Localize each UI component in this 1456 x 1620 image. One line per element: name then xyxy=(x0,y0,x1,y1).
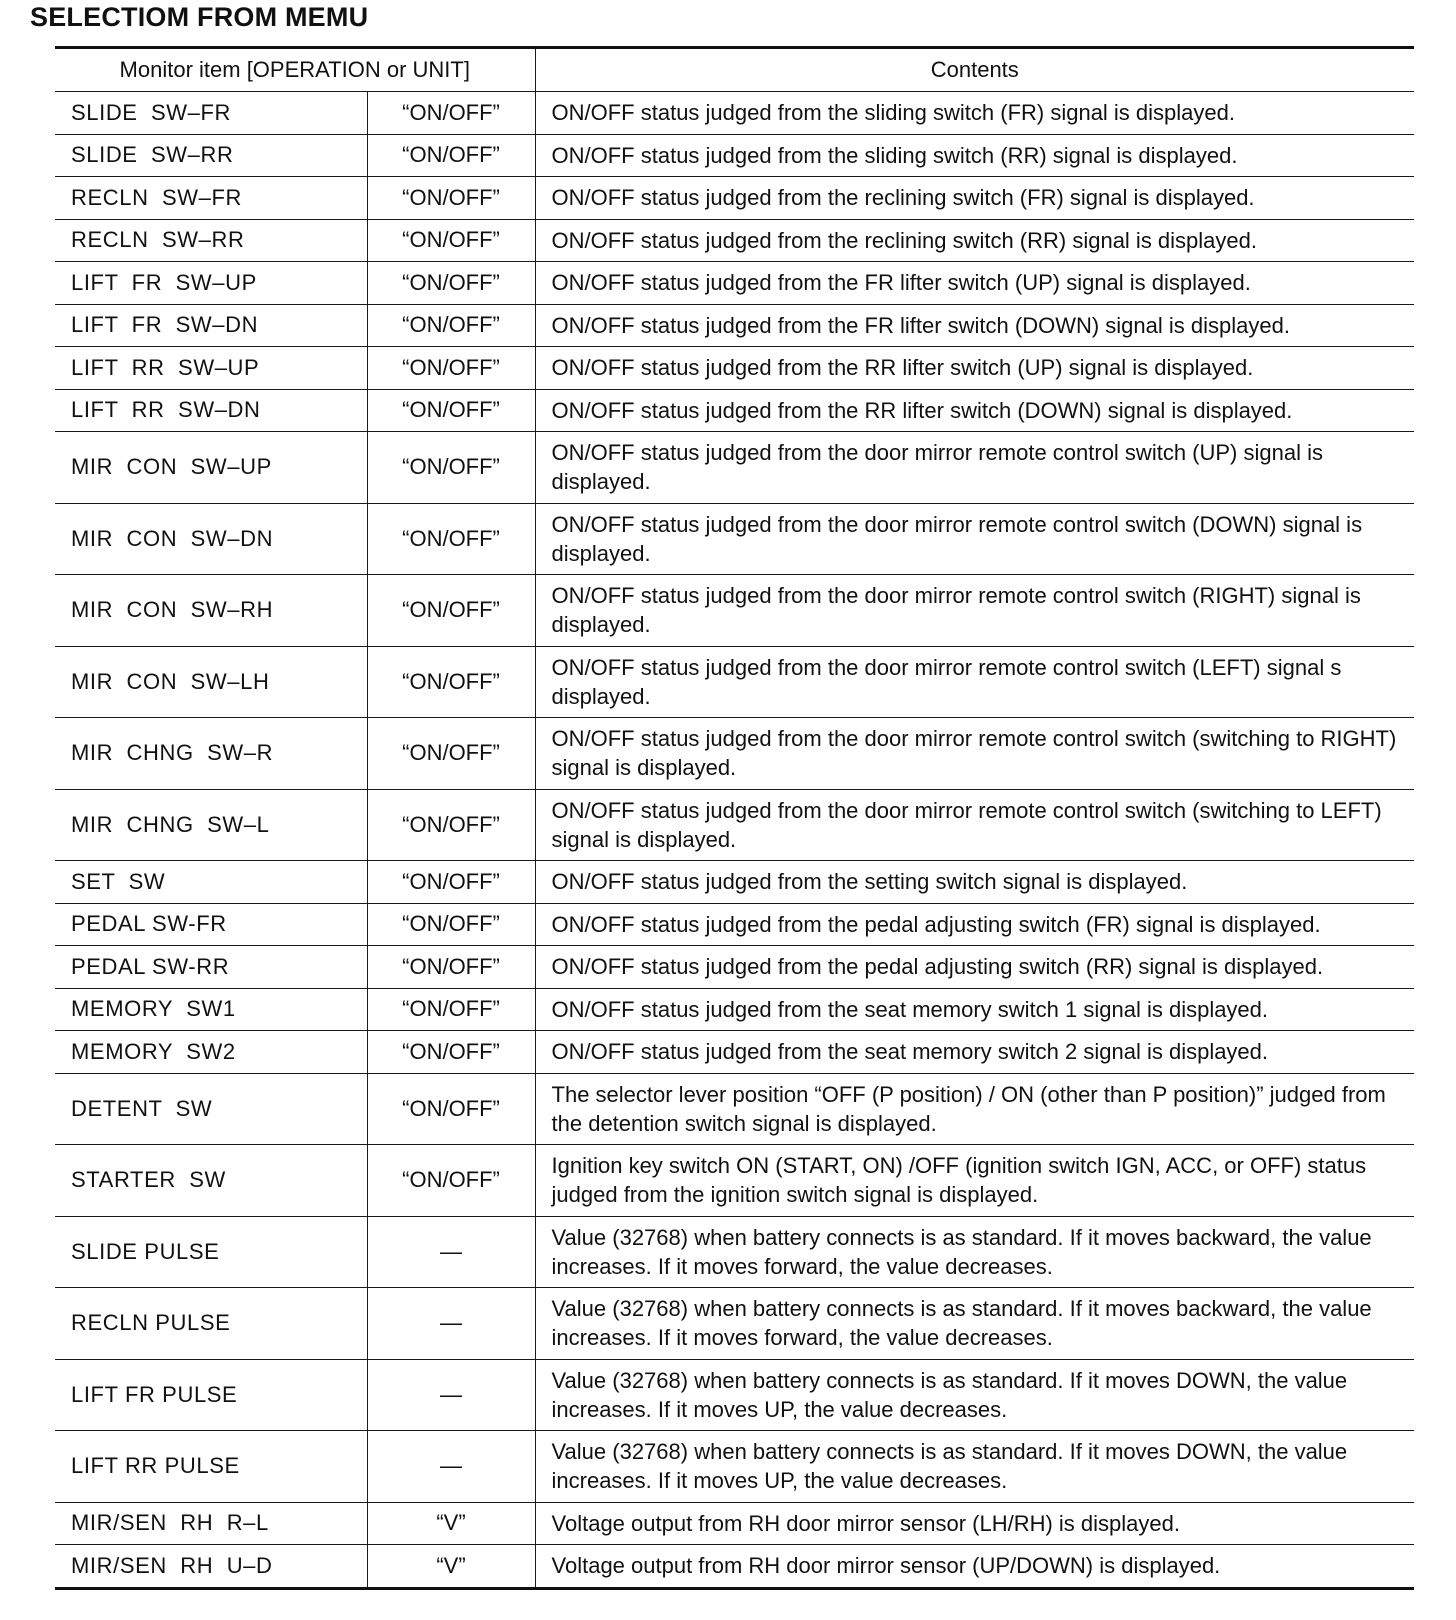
monitor-item: RECLN PULSE xyxy=(55,1288,367,1360)
monitor-unit: “ON/OFF” xyxy=(367,861,535,904)
monitor-item: MEMORY SW2 xyxy=(55,1031,367,1074)
header-contents: Contents xyxy=(535,48,1414,92)
monitor-item: SLIDE PULSE xyxy=(55,1216,367,1288)
monitor-contents: ON/OFF status judged from the door mirror remote control switch (RIGHT) signal is displayed. xyxy=(535,575,1414,647)
table-row xyxy=(55,92,1414,135)
monitor-contents: ON/OFF status judged from the door mirror remote control switch (UP) signal is displayed. xyxy=(535,432,1414,504)
monitor-item: MIR CON SW–UP xyxy=(55,432,367,504)
table-row xyxy=(55,1288,1414,1360)
table-row xyxy=(55,1359,1414,1431)
monitor-unit: — xyxy=(367,1359,535,1431)
monitor-item: MIR CON SW–DN xyxy=(55,503,367,575)
monitor-unit: — xyxy=(367,1288,535,1360)
monitor-item: MIR CHNG SW–R xyxy=(55,718,367,790)
monitor-item: DETENT SW xyxy=(55,1073,367,1145)
table-row xyxy=(55,304,1414,347)
monitor-contents: ON/OFF status judged from the seat memory switch 1 signal is displayed. xyxy=(535,988,1414,1031)
monitor-unit: “ON/OFF” xyxy=(367,903,535,946)
monitor-item: MIR CHNG SW–L xyxy=(55,789,367,861)
table-row xyxy=(55,575,1414,647)
monitor-contents: ON/OFF status judged from the pedal adjusting switch (RR) signal is displayed. xyxy=(535,946,1414,989)
table-row xyxy=(55,347,1414,390)
monitor-item: RECLN SW–FR xyxy=(55,177,367,220)
monitor-contents: ON/OFF status judged from the setting switch signal is displayed. xyxy=(535,861,1414,904)
monitor-item: LIFT RR SW–DN xyxy=(55,389,367,432)
monitor-contents: The selector lever position “OFF (P position) / ON (other than P position)” judged from the detention switch signal is displayed. xyxy=(535,1073,1414,1145)
monitor-unit: “ON/OFF” xyxy=(367,988,535,1031)
monitor-item: MIR/SEN RH R–L xyxy=(55,1502,367,1545)
header-monitor-item: Monitor item [OPERATION or UNIT] xyxy=(55,48,535,92)
monitor-unit: “ON/OFF” xyxy=(367,503,535,575)
table-row xyxy=(55,503,1414,575)
monitor-contents: ON/OFF status judged from the sliding switch (FR) signal is displayed. xyxy=(535,92,1414,135)
monitor-unit: — xyxy=(367,1431,535,1503)
monitor-contents: ON/OFF status judged from the RR lifter switch (DOWN) signal is displayed. xyxy=(535,389,1414,432)
monitor-item: STARTER SW xyxy=(55,1145,367,1217)
table-row xyxy=(55,789,1414,861)
monitor-item: LIFT FR SW–DN xyxy=(55,304,367,347)
monitor-item: MIR CON SW–LH xyxy=(55,646,367,718)
monitor-unit: “ON/OFF” xyxy=(367,1145,535,1217)
monitor-contents: Value (32768) when battery connects is as standard. If it moves DOWN, the value increases. If it moves UP, the value decreases. xyxy=(535,1359,1414,1431)
monitor-item: LIFT RR PULSE xyxy=(55,1431,367,1503)
monitor-unit: “ON/OFF” xyxy=(367,92,535,135)
monitor-contents: ON/OFF status judged from the door mirror remote control switch (DOWN) signal is displayed. xyxy=(535,503,1414,575)
monitor-contents: Value (32768) when battery connects is as standard. If it moves backward, the value increases. If it moves forward, the value decreases. xyxy=(535,1216,1414,1288)
section-title: SELECTIOM FROM MEMU xyxy=(30,2,369,32)
monitor-item: LIFT RR SW–UP xyxy=(55,347,367,390)
table-row xyxy=(55,219,1414,262)
table-row xyxy=(55,946,1414,989)
monitor-unit: “ON/OFF” xyxy=(367,432,535,504)
monitor-unit: “ON/OFF” xyxy=(367,1073,535,1145)
monitor-unit: “ON/OFF” xyxy=(367,262,535,305)
monitor-item: SET SW xyxy=(55,861,367,904)
monitor-contents: Value (32768) when battery connects is as standard. If it moves DOWN, the value increases. If it moves UP, the value decreases. xyxy=(535,1431,1414,1503)
table-row xyxy=(55,1031,1414,1074)
monitor-item: LIFT FR SW–UP xyxy=(55,262,367,305)
monitor-item: SLIDE SW–FR xyxy=(55,92,367,135)
monitor-unit: “ON/OFF” xyxy=(367,575,535,647)
monitor-contents: ON/OFF status judged from the FR lifter switch (DOWN) signal is displayed. xyxy=(535,304,1414,347)
table-row xyxy=(55,988,1414,1031)
monitor-contents: ON/OFF status judged from the sliding switch (RR) signal is displayed. xyxy=(535,134,1414,177)
monitor-unit: — xyxy=(367,1216,535,1288)
table-row xyxy=(55,1145,1414,1217)
monitor-item: PEDAL SW-RR xyxy=(55,946,367,989)
table-row xyxy=(55,432,1414,504)
table-row xyxy=(55,1502,1414,1545)
monitor-contents: Voltage output from RH door mirror sensor (UP/DOWN) is displayed. xyxy=(535,1545,1414,1589)
table-row xyxy=(55,903,1414,946)
table-row xyxy=(55,1545,1414,1589)
table-row xyxy=(55,861,1414,904)
monitor-contents: Value (32768) when battery connects is as standard. If it moves backward, the value increases. If it moves forward, the value decreases. xyxy=(535,1288,1414,1360)
monitor-contents: ON/OFF status judged from the seat memory switch 2 signal is displayed. xyxy=(535,1031,1414,1074)
monitor-item: LIFT FR PULSE xyxy=(55,1359,367,1431)
monitor-contents: ON/OFF status judged from the reclining switch (RR) signal is displayed. xyxy=(535,219,1414,262)
monitor-unit: “ON/OFF” xyxy=(367,347,535,390)
monitor-item: SLIDE SW–RR xyxy=(55,134,367,177)
table-row xyxy=(55,1073,1414,1145)
monitor-unit: “ON/OFF” xyxy=(367,304,535,347)
monitor-contents: Ignition key switch ON (START, ON) /OFF (ignition switch IGN, ACC, or OFF) status judged from the ignition switch signal is displayed. xyxy=(535,1145,1414,1217)
table-row xyxy=(55,177,1414,220)
monitor-unit: “ON/OFF” xyxy=(367,177,535,220)
monitor-unit: “ON/OFF” xyxy=(367,789,535,861)
monitor-contents: ON/OFF status judged from the pedal adjusting switch (FR) signal is displayed. xyxy=(535,903,1414,946)
table-row xyxy=(55,1431,1414,1503)
monitor-contents: ON/OFF status judged from the FR lifter switch (UP) signal is displayed. xyxy=(535,262,1414,305)
table-header-row xyxy=(55,48,1414,92)
table-row xyxy=(55,646,1414,718)
monitor-contents: ON/OFF status judged from the door mirror remote control switch (switching to LEFT) signal is displayed. xyxy=(535,789,1414,861)
monitor-unit: “V” xyxy=(367,1545,535,1589)
monitor-unit: “ON/OFF” xyxy=(367,219,535,262)
monitor-contents: ON/OFF status judged from the door mirror remote control switch (switching to RIGHT) signal is displayed. xyxy=(535,718,1414,790)
table-row xyxy=(55,1216,1414,1288)
table-row xyxy=(55,134,1414,177)
monitor-unit: “ON/OFF” xyxy=(367,646,535,718)
monitor-unit: “ON/OFF” xyxy=(367,946,535,989)
monitor-item: PEDAL SW-FR xyxy=(55,903,367,946)
monitor-unit: “ON/OFF” xyxy=(367,389,535,432)
monitor-unit: “V” xyxy=(367,1502,535,1545)
table-row xyxy=(55,718,1414,790)
monitor-unit: “ON/OFF” xyxy=(367,134,535,177)
monitor-contents: ON/OFF status judged from the RR lifter switch (UP) signal is displayed. xyxy=(535,347,1414,390)
monitor-contents: ON/OFF status judged from the door mirror remote control switch (LEFT) signal s displayed. xyxy=(535,646,1414,718)
table-row xyxy=(55,389,1414,432)
monitor-unit: “ON/OFF” xyxy=(367,718,535,790)
monitor-item: RECLN SW–RR xyxy=(55,219,367,262)
monitor-item: MIR/SEN RH U–D xyxy=(55,1545,367,1589)
monitor-item: MEMORY SW1 xyxy=(55,988,367,1031)
monitor-contents: ON/OFF status judged from the reclining switch (FR) signal is displayed. xyxy=(535,177,1414,220)
monitor-item-table xyxy=(55,46,1414,1590)
monitor-unit: “ON/OFF” xyxy=(367,1031,535,1074)
table-row xyxy=(55,262,1414,305)
monitor-contents: Voltage output from RH door mirror sensor (LH/RH) is displayed. xyxy=(535,1502,1414,1545)
monitor-item: MIR CON SW–RH xyxy=(55,575,367,647)
